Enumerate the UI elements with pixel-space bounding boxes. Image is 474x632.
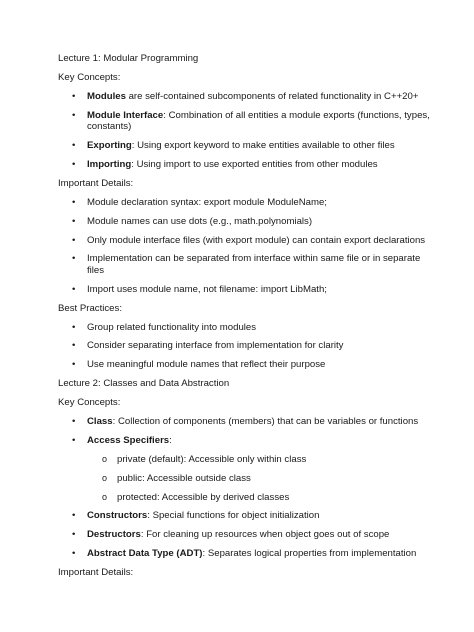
bullet-icon: • <box>72 529 76 541</box>
lecture1-key-concepts-list <box>58 91 434 171</box>
circle-bullet-icon: o <box>102 453 108 464</box>
list-item <box>58 322 434 334</box>
definition: : Using import to use exported entities from other modules <box>131 158 378 170</box>
sub-list-item <box>87 454 434 466</box>
lecture1-key-concepts-heading: Key Concepts: <box>58 71 121 83</box>
definition: : Separates logical properties from implementation <box>202 548 417 560</box>
term: Access Specifiers <box>87 434 170 446</box>
term: Class <box>87 416 113 428</box>
list-item <box>58 91 434 103</box>
term: Modules <box>87 90 126 102</box>
list-item <box>58 253 434 276</box>
list-item <box>58 110 434 133</box>
sub-list-item <box>87 473 434 485</box>
list-item <box>58 435 434 503</box>
bullet-icon: • <box>72 283 76 295</box>
lecture1-title: Lecture 1: Modular Programming <box>58 53 199 64</box>
definition: : <box>169 434 172 446</box>
list-item <box>58 340 434 352</box>
sub-item-text: protected: Accessible by derived classes <box>117 491 290 503</box>
bullet-icon: • <box>72 434 76 446</box>
sub-item-text: private (default): Accessible only within class <box>117 453 307 465</box>
list-item <box>58 529 434 541</box>
circle-bullet-icon: o <box>102 491 108 502</box>
term: Abstract Data Type (ADT) <box>87 548 203 560</box>
list-item <box>58 284 434 296</box>
term: Module Interface <box>87 109 164 121</box>
bullet-icon: • <box>72 140 76 152</box>
bullet-icon: • <box>72 90 76 102</box>
list-item <box>58 416 434 428</box>
list-item <box>58 197 434 209</box>
bullet-icon: • <box>72 510 76 522</box>
bullet-icon: • <box>72 253 76 265</box>
bullet-icon: • <box>72 196 76 208</box>
bullet-icon: • <box>72 548 76 560</box>
detail-text: Implementation can be separated from interface within same file or in separate files <box>87 253 421 276</box>
detail-text: Only module interface files (with export module) can contain export declarations <box>87 234 426 246</box>
practice-text: Group related functionality into modules <box>87 321 257 333</box>
bullet-icon: • <box>72 340 76 352</box>
list-item <box>58 548 434 560</box>
bullet-icon: • <box>72 359 76 371</box>
definition: : Combination of all entities a module exports (functions, types, constants) <box>87 109 430 133</box>
detail-text: Module names can use dots (e.g., math.polynomials) <box>87 215 313 227</box>
practice-text: Consider separating interface from implementation for clarity <box>87 340 344 352</box>
lecture1-best-practices-list <box>58 322 434 371</box>
list-item <box>58 510 434 522</box>
lecture2-key-concepts-list <box>58 416 434 560</box>
bullet-icon: • <box>72 215 76 227</box>
access-specifiers-sublist <box>87 454 434 503</box>
sub-item-text: public: Accessible outside class <box>117 472 251 484</box>
circle-bullet-icon: o <box>102 472 108 483</box>
bullet-icon: • <box>72 158 76 170</box>
list-item <box>58 235 434 247</box>
lecture2-title: Lecture 2: Classes and Data Abstraction <box>58 378 230 390</box>
bullet-icon: • <box>72 109 76 121</box>
term: Constructors <box>87 510 148 522</box>
bullet-icon: • <box>72 234 76 246</box>
definition: are self-contained subcomponents of related functionality in C++20+ <box>125 90 419 102</box>
sub-list-item <box>87 492 434 504</box>
detail-text: Module declaration syntax: export module ModuleName; <box>87 196 327 208</box>
bullet-icon: • <box>72 416 76 428</box>
definition: : For cleaning up resources when object goes out of scope <box>140 529 390 541</box>
definition: : Special functions for object initialization <box>147 510 320 522</box>
list-item <box>58 159 434 171</box>
term: Destructors <box>87 529 141 541</box>
term: Exporting <box>87 140 132 152</box>
lecture1-important-details-heading: Important Details: <box>58 177 134 189</box>
list-item <box>58 140 434 152</box>
bullet-icon: • <box>72 321 76 333</box>
list-item <box>58 216 434 228</box>
lecture1-best-practices-heading: Best Practices: <box>58 302 122 314</box>
lecture2-key-concepts-heading: Key Concepts: <box>58 397 121 409</box>
list-item <box>58 359 434 371</box>
term: Importing <box>87 158 132 170</box>
lecture2-important-details-heading: Important Details: <box>58 567 134 579</box>
detail-text: Import uses module name, not filename: import LibMath; <box>87 283 327 295</box>
practice-text: Use meaningful module names that reflect their purpose <box>87 359 326 371</box>
definition: : Collection of components (members) that can be variables or functions <box>112 416 419 428</box>
lecture1-important-details-list <box>58 197 434 296</box>
definition: : Using export keyword to make entities available to other files <box>131 140 395 152</box>
